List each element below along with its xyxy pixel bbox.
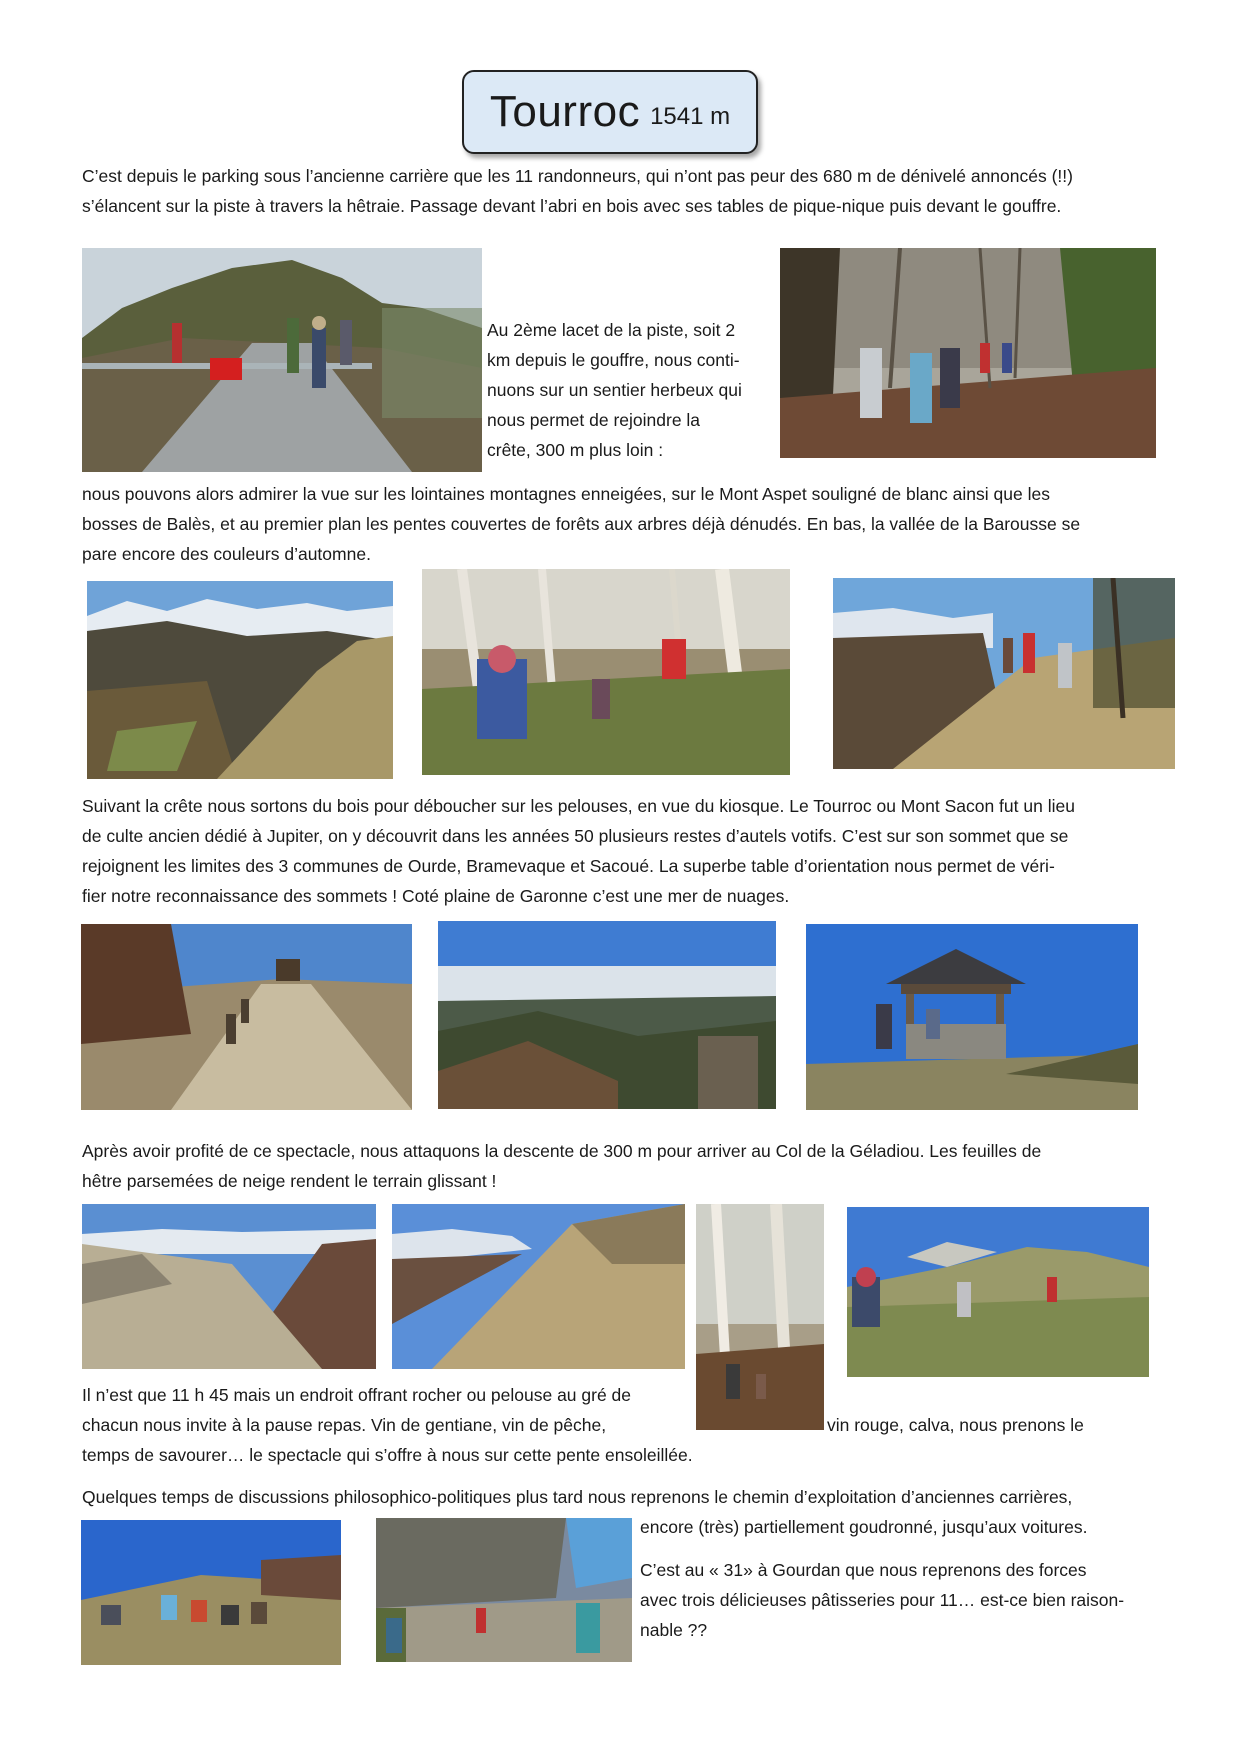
paragraph-descent: [82, 1136, 1182, 1196]
paragraph-descent-line: Après avoir profité de ce spectacle, nous attaquons la descente de 300 m pour arriver au Col de la Géladiou. Les feuilles de: [82, 1141, 1042, 1161]
paragraph-descent-line: hêtre parsemées de neige rendent le terrain glissant !: [82, 1171, 497, 1191]
paragraph-return-line2: encore (très) partiellement goudronné, jusqu’aux voitures.: [640, 1517, 1088, 1537]
paragraph-lacet-line: nuons sur un sentier herbeux qui: [487, 380, 742, 400]
paragraph-intro-line2: s’élancent sur la piste à travers la hêtraie. Passage devant l’abri en bois avec ses tables de pique-nique puis devant le gouffre.: [82, 196, 1062, 216]
paragraph-summit-line: Suivant la crête nous sortons du bois pour déboucher sur les pelouses, en vue du kiosque. Le Tourroc ou Mont Sacon fut un lieu: [82, 796, 1075, 816]
photo-hikers-beech-forest: [422, 569, 790, 775]
altitude-label: 1541 m: [650, 103, 731, 130]
title-box: [462, 70, 758, 154]
paragraph-summit-line: rejoignent les limites des 3 communes de Ourde, Bramevaque et Sacoué. La superbe table d’orientation nous permet de véri-: [82, 856, 1055, 876]
paragraph-view-line: pare encore des couleurs d’automne.: [82, 544, 371, 564]
paragraph-ending-line: nable ??: [640, 1620, 708, 1640]
photo-descent-ridge: [82, 1204, 376, 1369]
photo-quarry-return: [376, 1518, 632, 1662]
photo-mountain-view: [87, 581, 393, 779]
photo-hikers-tall-trees: [696, 1204, 824, 1430]
paragraph-summit-line: de culte ancien dédié à Jupiter, on y découvrit dans les années 50 plusieurs restes d’autels votifs. C’est sur son sommet que se: [82, 826, 1069, 846]
photo-group-rest: [81, 1520, 341, 1665]
paragraph-lacet-line: nous permet de rejoindre la: [487, 410, 701, 430]
paragraph-lacet: [487, 315, 777, 465]
photo-ridge-kiosk-approach: [81, 924, 412, 1110]
paragraph-lacet-line: km depuis le gouffre, nous conti-: [487, 350, 740, 370]
paragraph-view-line: bosses de Balès, et au premier plan les pentes couvertes de forêts aux arbres déjà dénudés. En bas, la vallée de la Barousse se: [82, 514, 1081, 534]
paragraph-lacet-line: crête, 300 m plus loin :: [487, 440, 664, 460]
paragraph-summit: [82, 791, 1182, 911]
paragraph-summit-line: fier notre reconnaissance des sommets ! Coté plaine de Garonne c’est une mer de nuages.: [82, 886, 790, 906]
paragraph-lunch-line3: temps de savourer… le spectacle qui s’offre à nous sur cette pente ensoleillée.: [82, 1445, 693, 1465]
paragraph-lunch-line2a: chacun nous invite à la pause repas. Vin de gentiane, vin de pêche,: [82, 1415, 607, 1435]
paragraph-lacet-line: Au 2ème lacet de la piste, soit 2: [487, 320, 736, 340]
paragraph-lunch-line1: Il n’est que 11 h 45 mais un endroit offrant rocher ou pelouse au gré de: [82, 1385, 632, 1405]
photo-kiosk-summit: [806, 924, 1138, 1110]
photo-hikers-forest-path: [780, 248, 1156, 458]
paragraph-intro-line1: C’est depuis le parking sous l’ancienne carrière que les 11 randonneurs, qui n’ont pas peur des 680 m de dénivelé annoncés (!!): [82, 166, 1073, 186]
photo-descent-slope: [392, 1204, 685, 1369]
photo-ridge-hikers: [833, 578, 1175, 769]
photo-lunch-slope: [847, 1207, 1149, 1377]
page-title: Tourroc: [489, 87, 641, 136]
photo-sea-of-clouds: [438, 921, 776, 1109]
paragraph-view-line: nous pouvons alors admirer la vue sur les lointaines montagnes enneigées, sur le Mont Aspet souligné de blanc ainsi que les: [82, 484, 1050, 504]
paragraph-return-line1: Quelques temps de discussions philosophico-politiques plus tard nous reprenons le chemin d’exploitation d’anciennes carrières,: [82, 1487, 1073, 1507]
paragraph-ending-line: C’est au « 31» à Gourdan que nous reprenons des forces: [640, 1560, 1087, 1580]
paragraph-ending: [640, 1555, 1200, 1645]
paragraph-lunch-line2b: vin rouge, calva, nous prenons le: [827, 1415, 1084, 1435]
paragraph-view: [82, 479, 1182, 569]
photo-parking-gate: [82, 248, 482, 472]
paragraph-ending-line: avec trois délicieuses pâtisseries pour 11… est-ce bien raison-: [640, 1590, 1125, 1610]
